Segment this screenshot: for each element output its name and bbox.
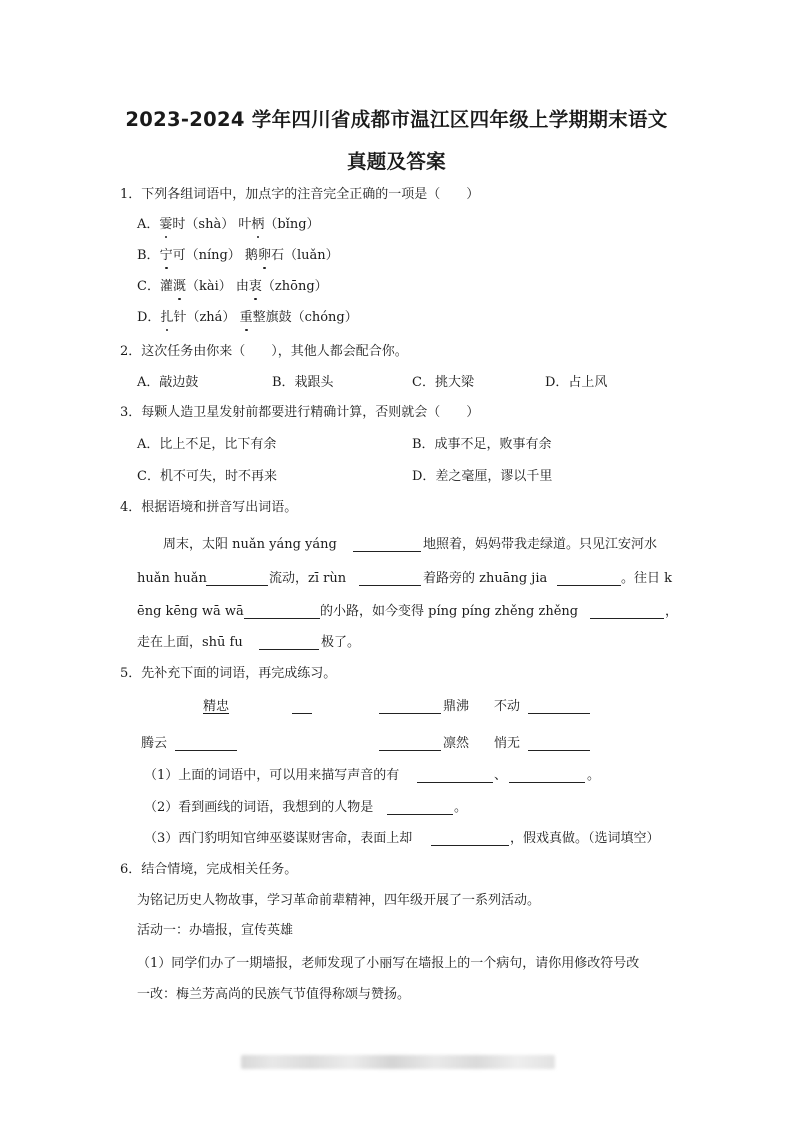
q1-d-end: 整旗鼓（chóng） bbox=[252, 310, 358, 325]
q4-blank-7[interactable] bbox=[259, 649, 319, 650]
q3-option-d[interactable]: D．差之毫厘，谬以千里 bbox=[412, 469, 553, 484]
q1-c-mid: （kài） 由 bbox=[185, 279, 249, 294]
q5-word-4: 腾云 bbox=[141, 736, 168, 751]
q2-option-a[interactable]: A．敲边鼓 bbox=[137, 375, 199, 390]
q5-word-6: 悄无 bbox=[494, 736, 521, 751]
q5-stem: 5．先补充下面的词语，再完成练习。 bbox=[120, 666, 337, 681]
q5-sub1-blank-1[interactable] bbox=[417, 782, 493, 783]
q5-blank-5[interactable] bbox=[379, 750, 441, 751]
q1-b-mid: 可（níng） 鹅 bbox=[172, 248, 258, 263]
q2-option-c[interactable]: C．挑大梁 bbox=[412, 375, 474, 390]
q5-word-2: 鼎沸 bbox=[443, 699, 470, 714]
q4-blank-3[interactable] bbox=[359, 585, 421, 586]
q5-sub3-blank[interactable] bbox=[431, 845, 509, 846]
q1-a-mid: 时（shà） 叶 bbox=[172, 217, 252, 232]
q4-line2-part2: 流动，zī rùn bbox=[269, 571, 347, 586]
q1-b-end: 石（luǎn） bbox=[270, 248, 339, 263]
q5-sub1-sep: 、 bbox=[494, 768, 508, 783]
q2-option-b[interactable]: B．栽跟头 bbox=[272, 375, 334, 390]
q1-d-dotted-char-2: 重 bbox=[239, 310, 253, 325]
q1-b-dotted-char: 宁 bbox=[159, 248, 173, 263]
q5-blank-1[interactable] bbox=[292, 713, 312, 714]
q4-stem: 4．根据语境和拼音写出词语。 bbox=[120, 500, 298, 515]
q1-option-a[interactable] bbox=[137, 216, 320, 234]
q4-blank-2[interactable] bbox=[206, 585, 268, 586]
q1-c-dotted-char: 溉 bbox=[172, 279, 186, 294]
q4-line2-part3: 着路旁的 zhuāng jia bbox=[423, 571, 548, 586]
q6-intro: 为铭记历史人物故事，学习革命前辈精神，四年级开展了一系列活动。 bbox=[137, 893, 541, 908]
q5-word-3: 不动 bbox=[494, 699, 521, 714]
q5-sub3-text: （3）西门豹明知官绅巫婆谋财害命，表面上却 bbox=[144, 831, 413, 846]
q3-option-b[interactable]: B．成事不足，败事有余 bbox=[412, 437, 552, 452]
q6-part1-line2: 一改：梅兰芳高尚的民族气节值得称颂与赞扬。 bbox=[137, 987, 411, 1002]
page-subtitle: 真题及答案 bbox=[346, 150, 446, 173]
q4-line3-part3: ， bbox=[665, 604, 679, 619]
q1-option-c[interactable] bbox=[137, 278, 328, 296]
q5-sub1-blank-2[interactable] bbox=[509, 782, 585, 783]
q1-d-prefix: D． bbox=[137, 310, 161, 325]
q4-line4-part1: 走在上面，shū fu bbox=[137, 635, 243, 650]
q1-a-dotted-char-2: 柄 bbox=[251, 217, 265, 232]
q4-line3-part2: 的小路，如今变得 píng píng zhěng zhěng bbox=[320, 604, 579, 619]
q4-line1-part2: 地照着，妈妈带我走绿道。只见江安河水 bbox=[423, 537, 658, 552]
q4-line1-part1: 周末，太阳 nuǎn yáng yáng bbox=[163, 537, 337, 552]
q5-sub2-blank[interactable] bbox=[387, 814, 453, 815]
q1-b-dotted-char-2: 卵 bbox=[257, 248, 271, 263]
blurred-footer bbox=[241, 1055, 555, 1069]
q3-stem: 3．每颗人造卫星发射前都要进行精确计算，否则就会（ ） bbox=[120, 405, 480, 420]
q1-option-b[interactable] bbox=[137, 247, 339, 265]
q4-line2-part4: 。往日 k bbox=[621, 571, 673, 586]
q5-sub2-text: （2）看到画线的词语，我想到的人物是 bbox=[144, 800, 374, 815]
q4-blank-5[interactable] bbox=[244, 618, 320, 619]
q1-c-end: （zhōng） bbox=[261, 279, 328, 294]
q6-part1-line1: （1）同学们办了一期墙报，老师发现了小丽写在墙报上的一个病句，请你用修改符号改 bbox=[137, 956, 640, 971]
q4-line4-part2: 极了。 bbox=[321, 635, 361, 650]
q1-c-dotted-char-2: 衷 bbox=[248, 279, 262, 294]
q5-blank-6[interactable] bbox=[528, 750, 590, 751]
page-title: 2023-2024 学年四川省成都市温江区四年级上学期期末语文 bbox=[125, 108, 668, 131]
q5-blank-2[interactable] bbox=[379, 713, 441, 714]
q5-sub1-end: 。 bbox=[587, 768, 601, 783]
q4-blank-1[interactable] bbox=[353, 551, 421, 552]
q1-d-dotted-char: 扎 bbox=[160, 310, 174, 325]
q5-word-5: 凛然 bbox=[443, 736, 470, 751]
q5-blank-3[interactable] bbox=[528, 713, 590, 714]
q5-sub1-text: （1）上面的词语中，可以用来描写声音的有 bbox=[144, 768, 400, 783]
q3-option-a[interactable]: A．比上不足，比下有余 bbox=[137, 437, 277, 452]
q1-a-prefix: A． bbox=[137, 217, 160, 232]
q4-line3-part1: ēng kēng wā wā bbox=[137, 604, 244, 619]
q1-b-prefix: B． bbox=[137, 248, 160, 263]
q4-line2-part1: huǎn huǎn bbox=[137, 571, 207, 586]
q6-activity-1: 活动一：办墙报，宣传英雄 bbox=[137, 923, 294, 938]
q5-word-1: 精忠 bbox=[203, 699, 230, 714]
q1-option-d[interactable] bbox=[137, 309, 358, 327]
q5-blank-4[interactable] bbox=[175, 750, 237, 751]
q1-c-prefix: C．灌 bbox=[137, 279, 173, 294]
q1-d-mid: 针（zhá） bbox=[173, 310, 240, 325]
q6-stem: 6．结合情境，完成相关任务。 bbox=[120, 862, 298, 877]
q4-blank-6[interactable] bbox=[590, 618, 664, 619]
q2-option-d[interactable]: D．占上风 bbox=[545, 375, 608, 390]
q1-stem: 1．下列各组词语中，加点字的注音完全正确的一项是（ ） bbox=[120, 187, 480, 202]
q1-a-end: （bǐng） bbox=[264, 217, 320, 232]
q5-sub2-end: 。 bbox=[454, 800, 468, 815]
q2-stem: 2．这次任务由你来（ ），其他人都会配合你。 bbox=[120, 344, 408, 359]
q5-sub3-end: ，假戏真做。（选词填空） bbox=[510, 831, 660, 846]
q1-a-dotted-char: 霎 bbox=[159, 217, 173, 232]
q4-blank-4[interactable] bbox=[557, 585, 621, 586]
q3-option-c[interactable]: C．机不可失，时不再来 bbox=[137, 469, 277, 484]
